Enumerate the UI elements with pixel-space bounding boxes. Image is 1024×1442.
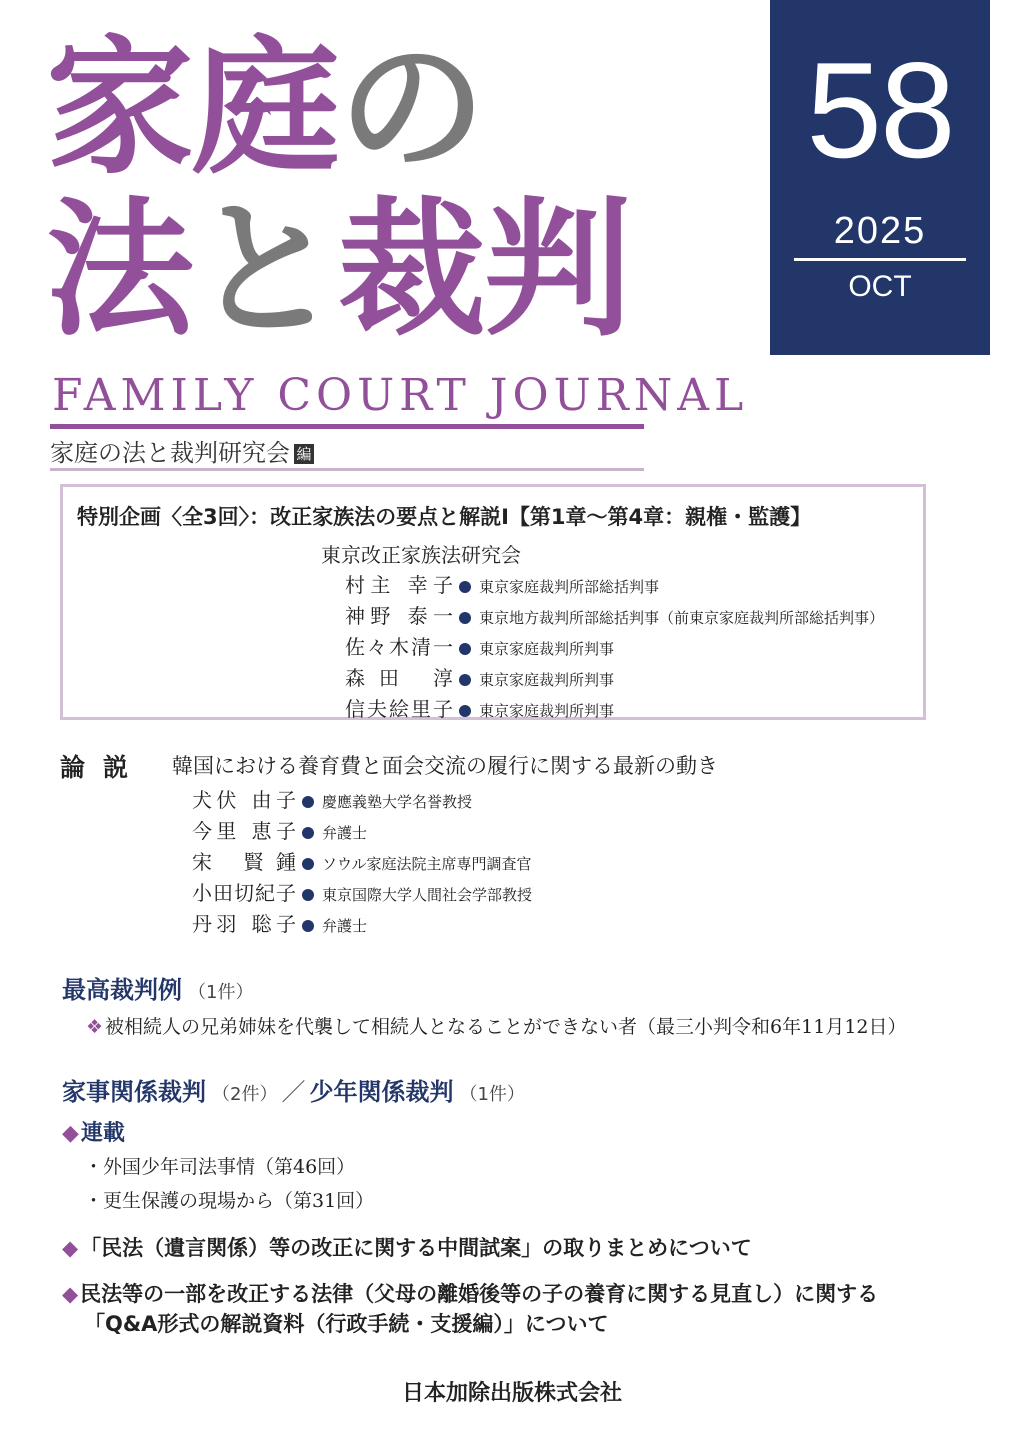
title-line-1 xyxy=(46,22,484,194)
feature-box xyxy=(60,484,926,720)
author-name: 丹羽 聡子 xyxy=(192,912,296,936)
serials-heading xyxy=(62,1116,125,1147)
editor-line xyxy=(50,433,314,468)
author-affiliation: 東京家庭裁判所部総括判事 xyxy=(479,578,660,596)
diamond-icon: ◆ xyxy=(62,1121,79,1146)
feature-title: 特別企画〈全3回〉：改正家族法の要点と解説Ⅰ【第1章〜第4章：親権・監護】 xyxy=(77,505,812,529)
topic-2-line-1: 民法等の一部を改正する法律（父母の離婚後等の子の養育に関する見直し）に関する xyxy=(80,1282,879,1306)
author-name: 神野 泰一 xyxy=(345,604,453,628)
juvenile-count: （1件） xyxy=(459,1084,525,1105)
feature-author-row xyxy=(345,693,614,723)
title-kanji-katei: 家庭 xyxy=(46,22,338,194)
author-affiliation: 東京家庭裁判所判事 xyxy=(479,671,615,689)
topic-1 xyxy=(62,1232,752,1262)
author-affiliation: 東京地方裁判所部総括判事（前東京家庭裁判所部総括判事） xyxy=(479,609,885,627)
author-affiliation: 東京家庭裁判所判事 xyxy=(479,640,615,658)
bullet-dot-icon xyxy=(302,827,314,839)
author-affiliation: ソウル家庭法院主席専門調査官 xyxy=(322,855,532,873)
supreme-case xyxy=(86,1012,907,1039)
bullet-dot-icon xyxy=(302,858,314,870)
bullet-dot-icon xyxy=(459,705,471,717)
ronsetsu-author-row xyxy=(192,815,367,845)
editor-underline xyxy=(50,468,644,471)
ornament-icon: ❖ xyxy=(86,1016,104,1038)
family-count: （2件） xyxy=(212,1084,278,1105)
author-affiliation: 弁護士 xyxy=(322,824,368,842)
feature-group: 東京改正家族法研究会 xyxy=(321,543,521,567)
topic-2-line-2: 「Q&A形式の解説資料（行政手続・支援編）」について xyxy=(84,1312,609,1336)
supreme-count: （1件） xyxy=(188,982,254,1003)
supreme-case-text: 被相続人の兄弟姉妹を代襲して相続人となることができない者（最三小判令和6年11月12日） xyxy=(105,1016,907,1038)
issue-divider xyxy=(794,258,966,261)
title-kanji-saiban: 裁判 xyxy=(338,184,630,356)
topic-2 xyxy=(62,1278,878,1308)
title-line-2 xyxy=(46,184,630,356)
author-affiliation: 東京国際大学人間社会学部教授 xyxy=(322,886,533,904)
bullet-dot-icon xyxy=(302,920,314,932)
ronsetsu-title: 韓国における養育費と面会交流の履行に関する最新の動き xyxy=(172,754,718,778)
diamond-icon: ◆ xyxy=(62,1236,79,1260)
author-affiliation: 慶應義塾大学名誉教授 xyxy=(322,793,473,811)
editor-name: 家庭の法と裁判研究会 xyxy=(50,439,290,467)
publisher-name: 日本加除出版株式会社 xyxy=(401,1381,622,1406)
ronsetsu-author-row xyxy=(192,908,367,938)
bullet-dot-icon xyxy=(459,612,471,624)
author-name: 森田 淳 xyxy=(345,666,453,690)
bullet-dot-icon xyxy=(302,796,314,808)
author-name: 佐々木清一 xyxy=(345,635,453,659)
english-title: FAMILY COURT JOURNAL xyxy=(52,370,749,421)
ronsetsu-label: 論説 xyxy=(60,753,147,782)
bullet-dot-icon xyxy=(302,889,314,901)
serial-item: ・外国少年司法事情（第46回） xyxy=(84,1156,356,1178)
serials-heading-text: 連載 xyxy=(80,1121,125,1146)
ronsetsu-author-row xyxy=(192,784,472,814)
supreme-heading-text: 最高裁判例 xyxy=(62,976,182,1004)
bullet-dot-icon xyxy=(459,581,471,593)
feature-author-row xyxy=(345,631,614,661)
author-affiliation: 弁護士 xyxy=(322,917,368,935)
bullet-dot-icon xyxy=(459,643,471,655)
title-kanji-hou: 法 xyxy=(46,184,192,356)
issue-year: 2025 xyxy=(833,210,927,252)
serial-item: ・更生保護の現場から（第31回） xyxy=(84,1190,375,1212)
editor-role-badge: 編 xyxy=(294,444,314,464)
juvenile-heading-text: 少年関係裁判 xyxy=(309,1078,454,1106)
title-kana-to: と xyxy=(192,184,338,356)
diamond-icon: ◆ xyxy=(62,1282,79,1306)
issue-month: OCT xyxy=(848,270,912,303)
title-underline xyxy=(50,424,644,429)
topic-1-text: 「民法（遺言関係）等の改正に関する中間試案」の取りまとめについて xyxy=(80,1236,752,1260)
issue-number: 58 xyxy=(806,34,954,186)
ronsetsu-author-row xyxy=(192,846,532,876)
author-name: 犬伏 由子 xyxy=(192,788,296,812)
author-name: 小田切紀子 xyxy=(192,881,296,905)
feature-author-row xyxy=(345,662,614,692)
bullet-dot-icon xyxy=(459,674,471,686)
family-heading-text: 家事関係裁判 xyxy=(62,1078,206,1106)
feature-author-row xyxy=(345,569,659,599)
author-name: 宋 賢鍾 xyxy=(192,850,296,874)
author-name: 村主 幸子 xyxy=(345,573,453,597)
heading-separator: ／ xyxy=(281,1078,306,1106)
issue-box xyxy=(770,0,990,355)
author-name: 信夫絵里子 xyxy=(345,697,453,721)
title-kana-no: の xyxy=(338,22,484,194)
family-cases-heading xyxy=(62,1072,525,1107)
author-affiliation: 東京家庭裁判所判事 xyxy=(479,702,615,720)
feature-author-row xyxy=(345,600,884,630)
ronsetsu-author-row xyxy=(192,877,532,907)
author-name: 今里 恵子 xyxy=(192,819,296,843)
supreme-heading xyxy=(62,970,253,1005)
